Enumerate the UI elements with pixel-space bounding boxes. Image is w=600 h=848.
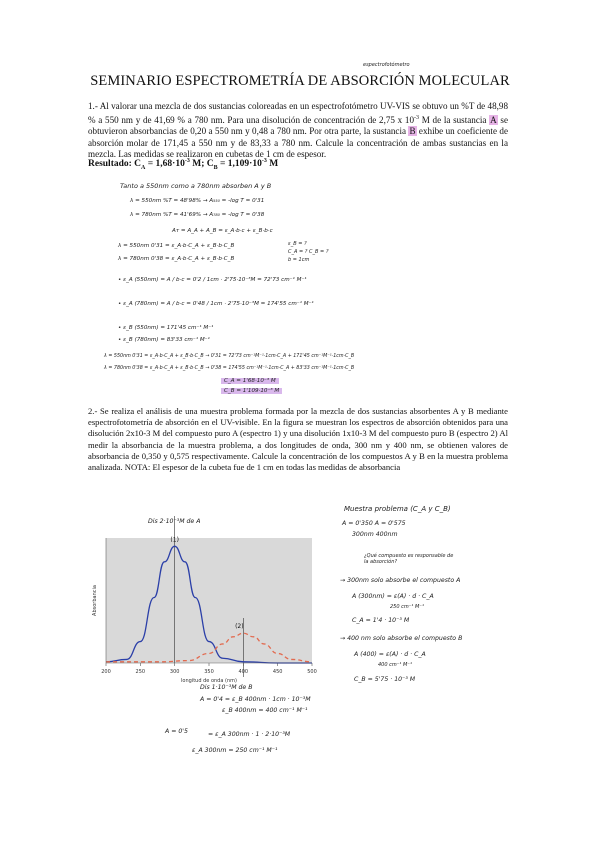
hw1-line-6: λ = 780nm 0'38 = ε_A·b·C_A + ε_B·b·C_B [118, 256, 235, 262]
annotation-solution-b: Dis 1·10⁻³M de B [200, 684, 253, 691]
hw1-line-1: Tanto a 550nm como a 780nm absorben A y B [120, 182, 272, 190]
hw2-300nm-epsilon: 250 cm⁻¹ M⁻¹ [390, 604, 424, 610]
x-tick-label: 400 [238, 669, 249, 675]
problem-2-statement: 2.- Se realiza el análisis de una muestra problema formada por la mezcla de dos sustancias absorbentes A y B mediante espectrofotometría de absorción en el UV-visible. En la figura se muestran los espectros de absorción obtenidos para una disolución 2x10-3 M del compuesto puro A (espectro 1) y una disolución 1x10-3 M del compuesto puro B (espectro 2) Al medir la absorbancia de la muestra problema, a dos longitudes de onda, 300 nm y 400 nm, se obtienen valores de absorbancia de 0,350 y 0,575 respectivamente. Calcule la concentración de los compuestos A y B en la muestra problema analizada. NOTA: El espesor de la cubeta fue de 1 cm en todas las medidas de absorbancia [88, 406, 508, 473]
hw2-epsilon-eq-b: A = 0'4 = ε_B 400nm · 1cm · 10⁻³M [200, 696, 311, 703]
hw2-400nm-note: → 400 nm solo absorbe el compuesto B [340, 635, 463, 642]
annotation-solution-a: Dis 2·10⁻³M de A [148, 518, 201, 525]
hw2-ca-result: C_A = 1'4 · 10⁻³ M [352, 617, 410, 624]
hw1-line-11: λ = 550nm 0'31 = ε_A·b·C_A + ε_B·b·C_B → 0'31 = 72'73 cm⁻¹M⁻¹·1cm·C_A + 171'45 cm⁻¹M⁻¹·1cm·C_B [104, 354, 355, 359]
page-title: SEMINARIO ESPECTROMETRÍA DE ABSORCIÓN MOLECULAR [90, 73, 510, 89]
x-axis-label: longitud de onda (nm) [181, 678, 237, 684]
hw2-epsilon-eq-a: = ε_A 300nm · 1 · 2·10⁻³M [208, 731, 291, 738]
hw1-line-4: Aᴛ = A_A + A_B = ε_A·b·c + ε_B·b·c [172, 228, 273, 234]
x-tick-label: 450 [272, 669, 283, 675]
problem-1-result: Resultado: $C_A = 1,68\cdot 10^{-3}$ M; $C_B = 1,109\cdot 10^{-3}$ M [88, 158, 279, 172]
hw2-sample-title: Muestra problema (C_A y C_B) [344, 505, 451, 513]
highlight-substance-a: A [490, 114, 497, 125]
hw1-answer-cb: C_B = 1'109·10⁻³ M [221, 388, 282, 394]
x-tick-label: 300 [169, 669, 180, 675]
x-tick-label: 200 [101, 669, 111, 675]
series-label-1: (1) [170, 536, 179, 544]
y-axis-label: Absorbancia [92, 585, 98, 616]
hw1-path-length: b = 1cm [288, 257, 310, 263]
series-label-2: (2) [235, 623, 244, 631]
hw2-sample-absorbances: A = 0'350 A = 0'575 [342, 520, 406, 527]
hw1-line-3: λ = 780nm %T = 41'69% → A₇₈₀ = -log T = 0'38 [130, 212, 265, 218]
x-tick-label: 250 [135, 669, 146, 675]
hw2-epsilon-a-result: ε_A 300nm = 250 cm⁻¹ M⁻¹ [192, 747, 278, 754]
hw2-sample-wavelengths: 300nm 400nm [352, 531, 398, 538]
hw1-line-10: • ε_B (780nm) = 83'33 cm⁻¹ M⁻¹ [118, 337, 210, 343]
hw1-line-2: λ = 550nm %T = 48'98% → A₅₅₀ = -log T = 0'31 [130, 198, 265, 204]
x-tick-label: 500 [307, 669, 317, 675]
hw1-line-5: λ = 550nm 0'31 = ε_A·b·C_A + ε_B·b·C_B [118, 243, 235, 249]
hw1-line-7: • ε_A (550nm) = A / b·c = 0'2 / 1cm · 2'75·10⁻³M = 72'73 cm⁻¹ M⁻¹ [118, 277, 307, 283]
handwritten-note-spectrophotometer: espectrofotómetro [363, 62, 410, 68]
hw2-absorbance-a: A = 0'5 [165, 728, 188, 735]
x-tick-label: 350 [204, 669, 214, 675]
hw1-line-12: λ = 780nm 0'38 = ε_A·b·C_A + ε_B·b·C_B → 0'38 = 174'55 cm⁻¹M⁻¹·1cm·C_A + 83'33 cm⁻¹M⁻¹·1cm·C_B [104, 366, 355, 371]
hw1-line-8: • ε_A (780nm) = A / b·c = 0'48 / 1cm · 2'75·10⁻³M = 174'55 cm⁻¹ M⁻¹ [118, 301, 314, 307]
problem-1-statement: 1.- Al valorar una mezcla de dos sustancias coloreadas en un espectrofotómetro UV-VIS se obtuvo un %T de 48,98 % a 550 nm y de 41,69 % a 780 nm. Para una disolución de concentración de 2,75 x $10^{-3}$ M de la sustancia A se obtuvieron absorbancias de 0,20 a 550 nm y 0,48 a 780 nm. Por otra parte, la sustancia B exhibe un coeficiente de absorción molar de 171,45 a 550 nm y de 83,33 a 780 nm. Calcule la concentración de ambas sustancias en la mezcla. Las medidas se realizaron en cubetas de 1 cm de espesor. [88, 101, 509, 160]
hw2-300nm-note: → 300nm solo absorbe el compuesto A [340, 577, 461, 584]
hw1-answer-ca: C_A = 1'68·10⁻³ M [221, 378, 279, 384]
hw1-unknown-eb: ε_B = ? [288, 241, 307, 247]
hw1-line-9: • ε_B (550nm) = 171'45 cm⁻¹ M⁻¹ [118, 325, 214, 331]
highlight-substance-b: B [409, 126, 416, 137]
hw2-cb-result: C_B = 5'75 · 10⁻³ M [354, 676, 416, 683]
hw2-300nm-equation: A (300nm) = ε(A) · d · C_A [352, 593, 434, 600]
hw2-400nm-epsilon: 400 cm⁻¹ M⁻¹ [378, 662, 412, 668]
hw1-unknown-c: C_A = ? C_B = ? [288, 249, 329, 255]
absorption-spectrum-chart [86, 500, 318, 690]
hw2-400nm-equation: A (400) = ε(A) · d · C_A [354, 651, 426, 658]
hw2-epsilon-b-result: ε_B 400nm = 400 cm⁻¹ M⁻¹ [222, 707, 308, 714]
hw2-question: ¿Qué compuesto es responsable de la absorción? [364, 553, 454, 565]
